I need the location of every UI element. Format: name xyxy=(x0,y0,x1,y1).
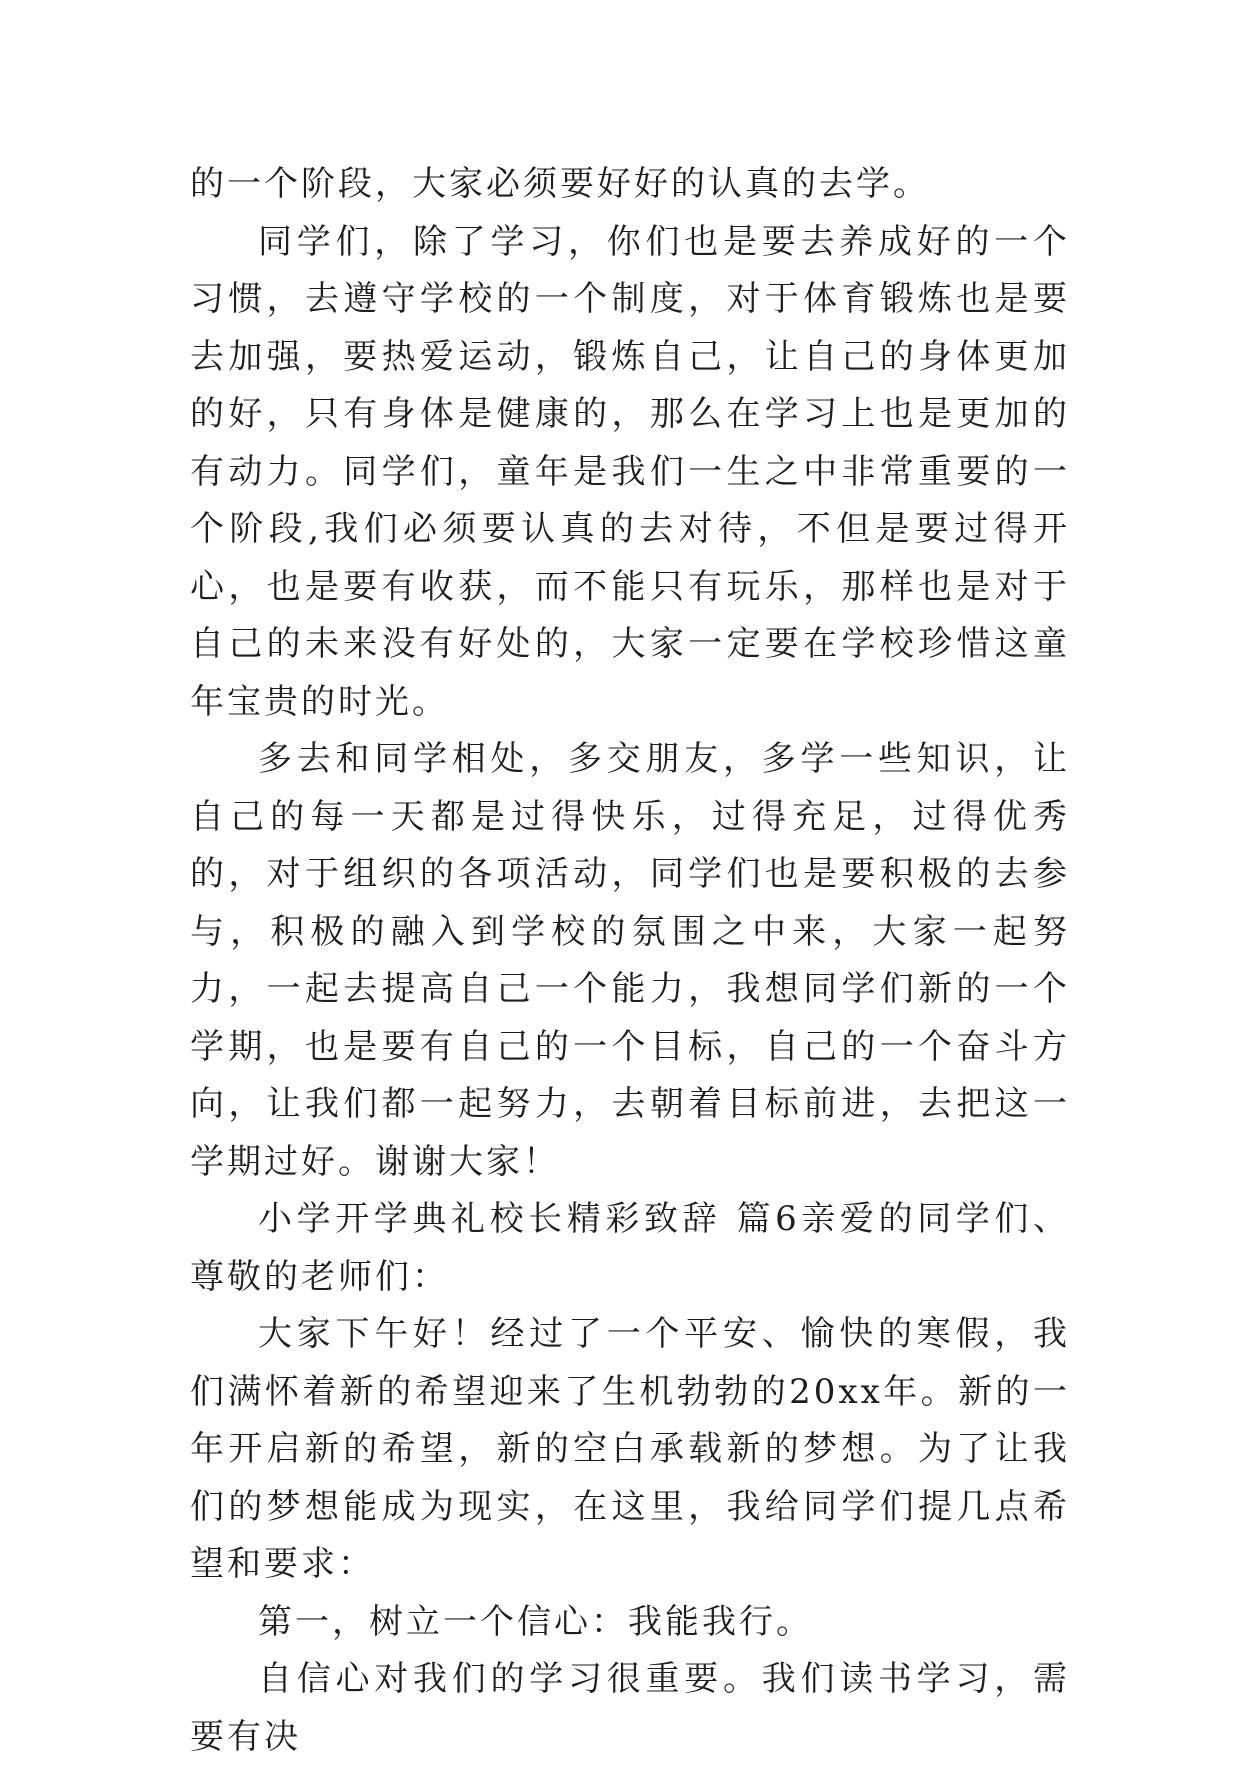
paragraph-greeting: 大家下午好！经过了一个平安、愉快的寒假，我们满怀着新的希望迎来了生机勃勃的20xx年。新的一年开启新的希望，新的空白承载新的梦想。为了让我们的梦想能成为现实，在这里，我给同学们提几点希望和要求： xyxy=(190,1314,1070,1584)
paragraph-speech-heading: 小学开学典礼校长精彩致辞 篇6亲爱的同学们、尊敬的老师们： xyxy=(190,1199,1070,1297)
document-body xyxy=(190,156,1070,1766)
paragraph-continuation: 的一个阶段，大家必须要好好的认真的去学。 xyxy=(190,164,930,204)
paragraph-confidence: 自信心对我们的学习很重要。我们读书学习，需要有决 xyxy=(190,1659,1070,1757)
paragraph-habits: 同学们，除了学习，你们也是要去养成好的一个习惯，去遵守学校的一个制度，对于体育锻炼也是要去加强，要热爱运动，锻炼自己，让自己的身体更加的好，只有身体是健康的，那么在学习上也是更加的有动力。同学们，童年是我们一生之中非常重要的一个阶段,我们必须要认真的去对待，不但是要过得开心，也是要有收获，而不能只有玩乐，那样也是对于自己的未来没有好处的，大家一定要在学校珍惜这童年宝贵的时光。 xyxy=(190,221,1070,722)
paragraph-friends: 多去和同学相处，多交朋友，多学一些知识，让自己的每一天都是过得快乐，过得充足，过得优秀的，对于组织的各项活动，同学们也是要积极的去参与，积极的融入到学校的氛围之中来，大家一起努力，一起去提高自己一个能力，我想同学们新的一个学期，也是要有自己的一个目标，自己的一个奋斗方向，让我们都一起努力，去朝着目标前进，去把这一学期过好。谢谢大家！ xyxy=(190,739,1070,1182)
paragraph-first-point: 第一，树立一个信心：我能我行。 xyxy=(258,1601,813,1642)
